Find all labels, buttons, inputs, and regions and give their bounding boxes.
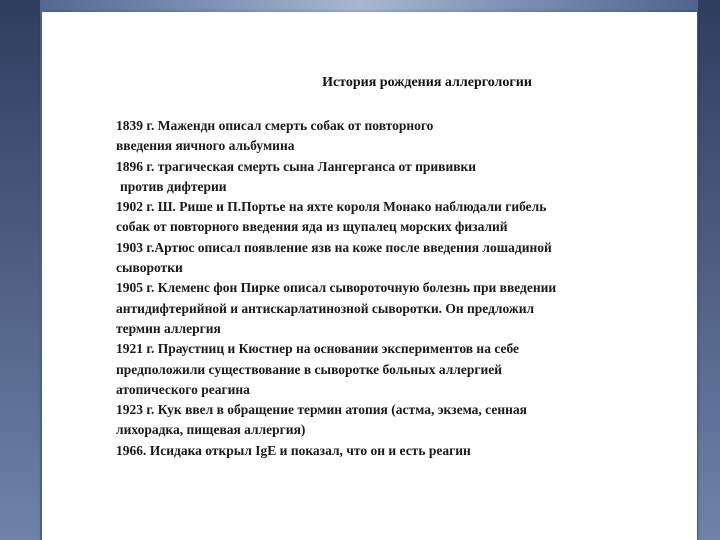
text-line: против дифтерии xyxy=(120,178,227,194)
text-line: атопического реагина xyxy=(116,381,250,397)
text-line: термин аллергия xyxy=(116,320,221,336)
text-line: сыворотки xyxy=(116,260,183,276)
text-line: 1921 г. Праустниц и Кюстнер на основании экспериментов на себе xyxy=(116,341,520,357)
text-line: 1896 г. трагическая смерть сына Лангерганса от прививки xyxy=(116,158,477,174)
background-right-shade xyxy=(698,0,720,540)
text-line: антидифтерийной и антискарлатинозной сыворотки. Он предложил xyxy=(116,300,535,316)
text-line: 1902 г. Ш. Рише и П.Портье на яхте короля Монако наблюдали гибель xyxy=(116,199,547,215)
background-left-shade xyxy=(0,0,40,540)
text-line: 1903 г.Артюс описал появление язв на коже после введения лошадиной xyxy=(116,239,552,255)
text-line: 1839 г. Мажендн описал смерть собак от повторного xyxy=(116,118,434,133)
slide-title: История рождения аллергологии xyxy=(322,75,532,90)
slide-page xyxy=(42,12,697,540)
text-line: введения яичного альбумина xyxy=(116,138,295,154)
slide-body xyxy=(116,116,676,461)
text-line: собак от повторного введения яда из щупалец морских физалий xyxy=(116,219,508,235)
text-line: 1966. Исидака открыл IgE и показал, что он и есть реагин xyxy=(116,442,471,458)
text-line: 1923 г. Кук ввел в обращение термин атопия (астма, экзема, сенная xyxy=(116,402,527,418)
text-line: 1905 г. Клеменс фон Пирке описал сывороточную болезнь при введении xyxy=(116,280,557,296)
text-line: лихорадка, пищевая аллергия) xyxy=(116,422,306,438)
text-line: предположили существование в сыворотке больных аллергией xyxy=(116,361,503,377)
